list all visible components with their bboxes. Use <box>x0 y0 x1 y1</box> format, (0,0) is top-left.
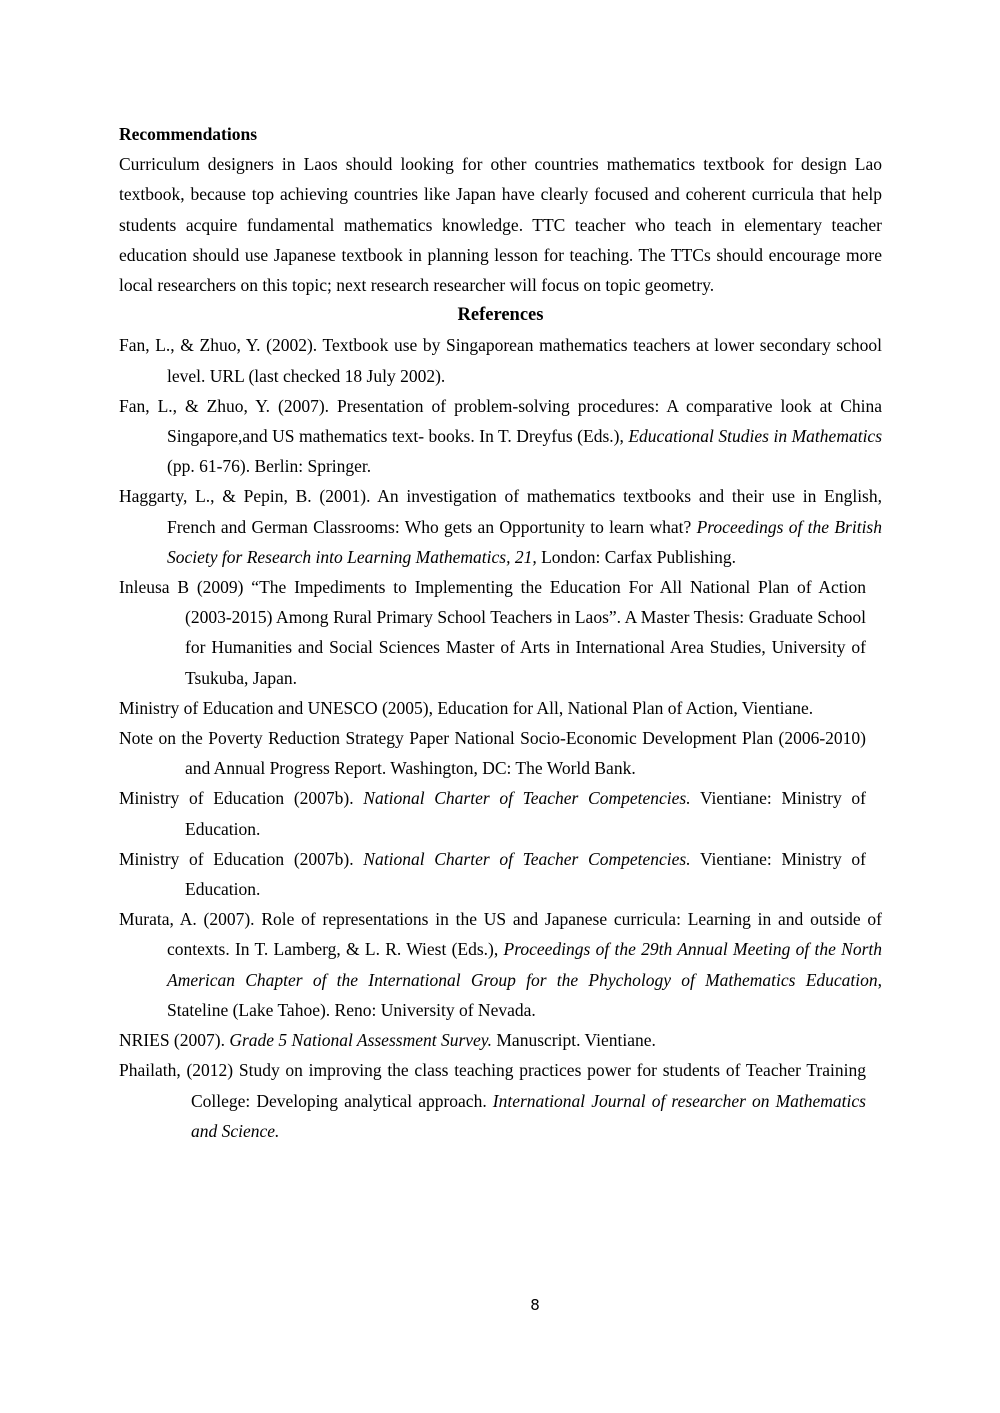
reference-item: Ministry of Education (2007b). National Charter of Teacher Competencies. Vientiane: Ministry of Education. <box>119 848 866 900</box>
references-heading: References <box>457 305 544 326</box>
reference-item: Note on the Poverty Reduction Strategy Paper National Socio-Economic Development Plan (2006-2010) and Annual Progress Report. Washington, DC: The World Bank. <box>119 728 866 779</box>
recommendations-paragraph: Curriculum designers in Laos should looking for other countries mathematics textbook for design Lao textbook, because top achieving countries like Japan have clearly focused and coherent curricula that help students acquire fundamental mathematics knowledge. TTC teacher who teach in elementary teacher education should use Japanese textbook in planning lesson for teaching. The TTCs should encourage more local researchers on this topic; next research researcher will focus on topic geometry. <box>119 154 882 296</box>
reference-item: Murata, A. (2007). Role of representations in the US and Japanese curricula: Learning in and outside of contexts. In T. Lamberg, & L. R. Wiest (Eds.), Proceedings of the 29th Annual Meeting of the North American Chapter of the International Group for the Phychology of Mathematics Education, Stateline (Lake Tahoe). Reno: University of Nevada. <box>119 909 882 1020</box>
page-content <box>119 119 882 1146</box>
recommendations-heading: Recommendations <box>119 124 258 144</box>
reference-item: Ministry of Education (2007b). National Charter of Teacher Competencies. Vientiane: Ministry of Education. <box>119 788 866 839</box>
reference-item: NRIES (2007). Grade 5 National Assessment Survey. Manuscript. Vientiane. <box>119 1030 656 1051</box>
reference-item: Haggarty, L., & Pepin, B. (2001). An investigation of mathematics textbooks and their use in English, French and German Classrooms: Who gets an Opportunity to learn what? Proceedings of the British Society for Research into Learning Mathematics, 21, London: Carfax Publishing. <box>119 486 882 567</box>
reference-item: Fan, L., & Zhuo, Y. (2007). Presentation of problem-solving procedures: A comparative look at China Singapore,and US mathematics text- books. In T. Dreyfus (Eds.), Educational Studies in Mathematics (pp. 61-76). Berlin: Springer. <box>119 395 883 477</box>
reference-list <box>119 330 882 1145</box>
reference-item: Phailath, (2012) Study on improving the class teaching practices power for students of Teacher Training College: Developing analytical approach. International Journal of researcher on Mathematics and Science. <box>119 1060 866 1141</box>
reference-item: Ministry of Education and UNESCO (2005), Education for All, National Plan of Action, Vientiane. <box>119 697 814 718</box>
reference-item: Inleusa B (2009) “The Impediments to Implementing the Education For All National Plan of Action (2003-2015) Among Rural Primary School Teachers in Laos”. A Master Thesis: Graduate School for Humanities and Social Sciences Master of Arts in International Area Studies, University of Tsukuba, Japan. <box>119 577 866 688</box>
reference-item: Fan, L., & Zhuo, Y. (2002). Textbook use by Singaporean mathematics teachers at lower secondary school level. URL (last checked 18 July 2002). <box>119 335 882 386</box>
page-number: 8 <box>530 1296 540 1314</box>
